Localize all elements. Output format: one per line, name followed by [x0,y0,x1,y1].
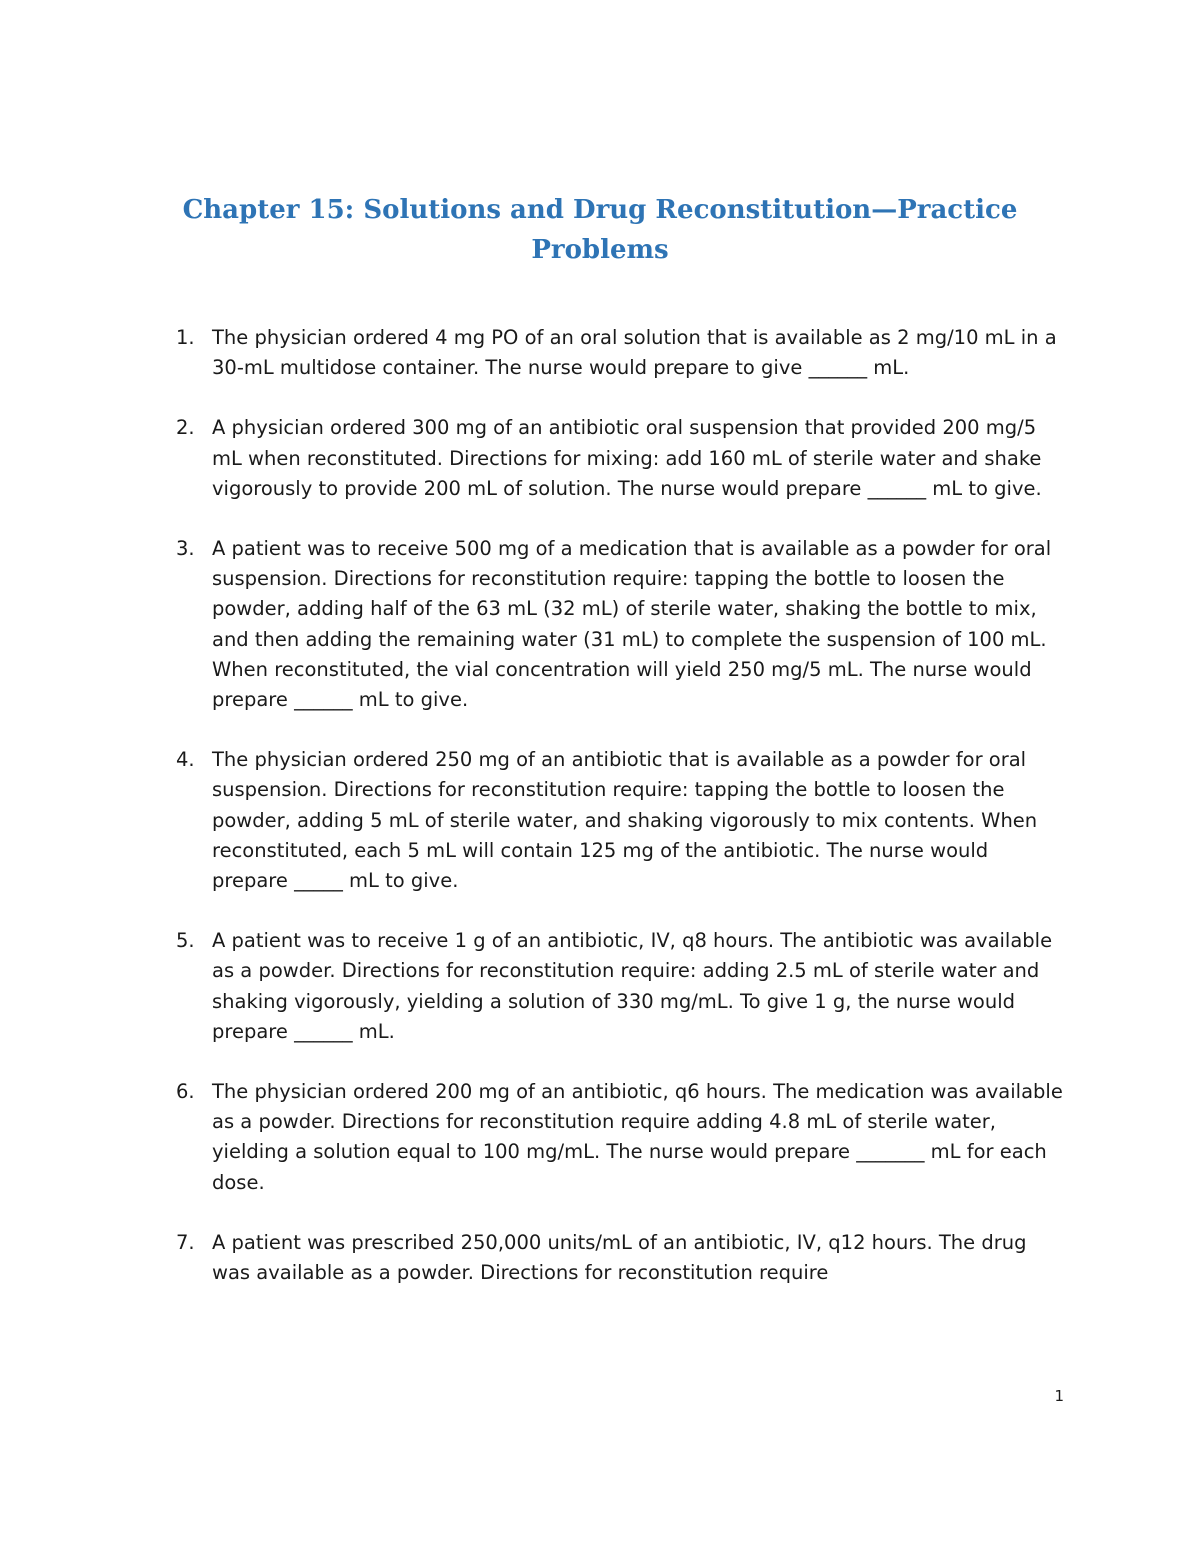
problem-number: 1. [176,326,195,349]
problem-text: The physician ordered 4 mg PO of an oral solution that is available as 2 mg/10 mL in a 30-mL multidose container. The nurse would prepare to give ______ mL. [212,326,1057,380]
problem-number: 2. [176,416,195,440]
problem-text: The physician ordered 250 mg of an antibiotic that is available as a powder for oral suspension. Directions for reconstitution require: tapping the bottle to loosen the powder, adding 5 mL of sterile water, and shaking vigorously to mix contents. When reconstituted, each 5 mL will contain 125 mg of the antibiotic. The nurse would prepare _____ mL to give. [212,748,1038,893]
problem-number: 7. [176,1230,195,1254]
problem-number: 4. [176,748,195,772]
problem-item-2 [176,413,1064,504]
problem-text: A patient was prescribed 250,000 units/mL of an antibiotic, IV, q12 hours. The drug was available as a powder. Directions for reconstitution require [212,1230,1027,1285]
problem-item-4 [176,745,1064,896]
problem-number: 6. [176,1080,195,1104]
problem-list [176,323,1064,1318]
problem-number: 3. [176,537,195,561]
problem-item-5 [176,926,1064,1047]
problem-item-3 [176,534,1064,715]
problem-number: 5. [176,929,195,953]
problem-text: A patient was to receive 500 mg of a medication that is available as a powder for oral suspension. Directions for reconstitution require: tapping the bottle to loosen the powder, adding half of the 63 mL (32 mL) of sterile water, shaking the bottle to mix, and then adding the remaining water (31 mL) to complete the suspension of 100 mL. When reconstituted, the vial concentration will yield 250 mg/5 mL. The nurse would prepare ______ mL to give. [212,537,1052,712]
problem-text: A physician ordered 300 mg of an antibiotic oral suspension that provided 200 mg/5 mL when reconstituted. Directions for mixing: add 160 mL of sterile water and shake vigorously to provide 200 mL of solution. The nurse would prepare ______ mL to give. [212,416,1042,500]
problem-text: A patient was to receive 1 g of an antibiotic, IV, q8 hours. The antibiotic was available as a powder. Directions for reconstitution require: adding 2.5 mL of sterile water and shaking vigorously, yielding a solution of 330 mg/mL. To give 1 g, the nurse would prepare ______ mL. [212,929,1053,1043]
problem-text: The physician ordered 200 mg of an antibiotic, q6 hours. The medication was available as a powder. Directions for reconstitution require adding 4.8 mL of sterile water, yielding a solution equal to 100 mg/mL. The nurse would prepare _______ mL for each dose. [212,1080,1063,1194]
problem-item-1 [176,323,1064,383]
page-number: 1 [1054,1387,1064,1405]
page-title: Chapter 15: Solutions and Drug Reconstitution—Practice Problems [182,195,1018,265]
problem-item-7 [176,1228,1064,1288]
problem-item-6 [176,1077,1064,1198]
